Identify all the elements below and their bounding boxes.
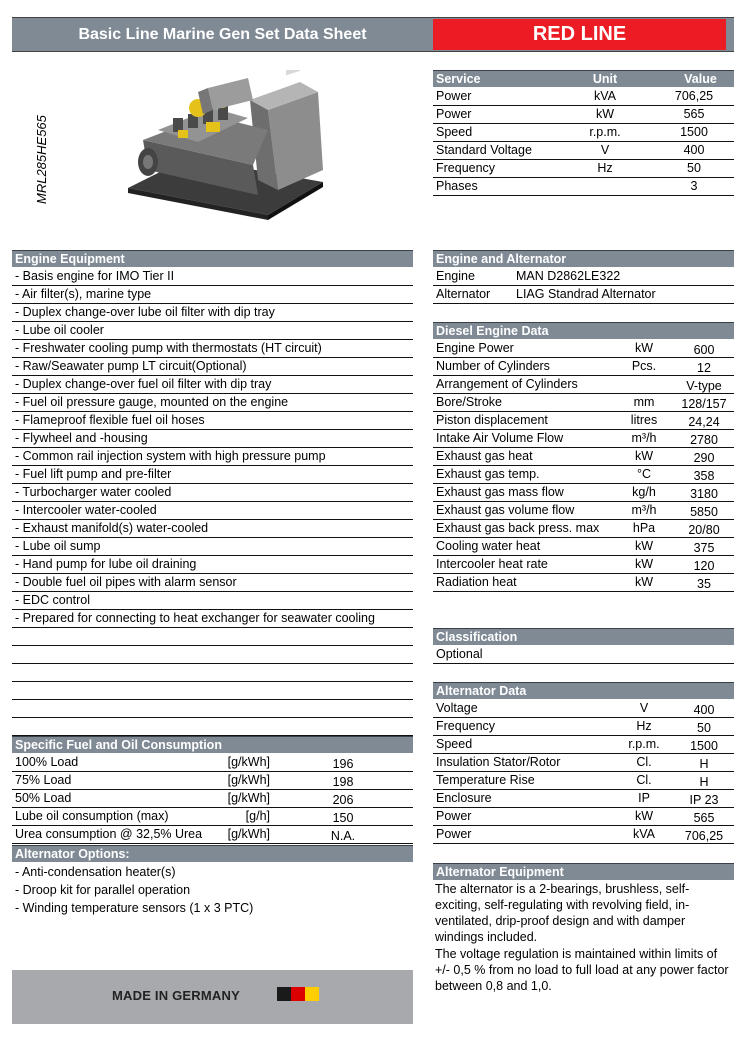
alternator-data-label: Voltage	[436, 701, 478, 715]
service-unit: Hz	[597, 161, 613, 175]
service-unit: V	[600, 143, 610, 157]
diesel-engine-value: 24,24	[688, 415, 720, 429]
diesel-engine-value: 375	[693, 541, 715, 555]
engine-equipment-item: - Double fuel oil pipes with alarm sensor	[12, 574, 413, 592]
service-label: Phases	[436, 179, 478, 193]
engine-equipment-item: - Duplex change-over fuel oil filter with dip tray	[12, 376, 413, 394]
classification-header: Classification	[433, 628, 734, 645]
alternator-data-label: Enclosure	[436, 791, 492, 805]
diesel-engine-label: Exhaust gas temp.	[436, 467, 540, 481]
alternator-data-unit: Cl.	[636, 773, 652, 787]
genset-image	[118, 70, 328, 220]
made-in-germany-banner	[12, 970, 413, 1024]
diesel-engine-label: Bore/Stroke	[436, 395, 503, 409]
service-label: Power	[436, 107, 472, 121]
engine-equipment-item: - Flameproof flexible fuel oil hoses	[12, 412, 413, 430]
engine-alternator-value: LIAG Standrad Alternator	[516, 287, 656, 301]
diesel-engine-row	[433, 502, 734, 520]
service-unit: r.p.m.	[589, 125, 621, 139]
alternator-data-unit: kVA	[633, 827, 655, 841]
diesel-engine-unit: °C	[636, 467, 652, 481]
diesel-engine-value: 600	[693, 343, 715, 357]
alternator-data-value: 50	[697, 721, 711, 735]
service-row	[433, 106, 734, 124]
service-value: 3	[690, 179, 698, 193]
diesel-engine-label: Cooling water heat	[436, 539, 541, 553]
diesel-engine-value: 5850	[690, 505, 718, 519]
classification-value: Optional	[436, 647, 483, 661]
service-label: Frequency	[436, 161, 496, 175]
diesel-engine-value: 12	[697, 361, 711, 375]
service-label: Standard Voltage	[436, 143, 532, 157]
engine-equipment-item: - Duplex change-over lube oil filter with dip tray	[12, 304, 413, 322]
diesel-engine-row	[433, 340, 734, 358]
diesel-engine-header: Diesel Engine Data	[433, 322, 734, 339]
consumption-unit: [g/kWh]	[227, 755, 270, 769]
consumption-row	[12, 826, 413, 844]
diesel-engine-label: Exhaust gas back press. max	[436, 521, 600, 535]
service-value: 50	[687, 161, 701, 175]
consumption-unit: [g/kWh]	[227, 827, 270, 841]
alternator-data-label: Power	[436, 827, 472, 841]
diesel-engine-unit: m³/h	[631, 503, 657, 517]
alternator-equipment-header: Alternator Equipment	[433, 863, 734, 880]
service-value: 1500	[680, 125, 708, 139]
engine-equipment-item: - Intercooler water-cooled	[12, 502, 413, 520]
diesel-engine-row	[433, 394, 734, 412]
engine-equipment-item: - Lube oil sump	[12, 538, 413, 556]
made-in-germany-text: MADE IN GERMANY	[112, 988, 240, 1003]
engine-alternator-row	[433, 286, 734, 304]
diesel-engine-label: Intercooler heat rate	[436, 557, 548, 571]
diesel-engine-label: Piston displacement	[436, 413, 548, 427]
consumption-value: 206	[332, 793, 354, 807]
alternator-data-unit: r.p.m.	[628, 737, 660, 751]
alternator-options-header: Alternator Options:	[12, 845, 413, 862]
consumption-label: 50% Load	[15, 791, 72, 805]
alternator-option-item: - Anti-condensation heater(s)	[15, 865, 176, 879]
engine-equipment-item	[12, 646, 413, 664]
diesel-engine-row	[433, 448, 734, 466]
consumption-row	[12, 772, 413, 790]
diesel-engine-label: Exhaust gas mass flow	[436, 485, 564, 499]
diesel-engine-unit: kg/h	[632, 485, 656, 499]
alternator-data-unit: IP	[638, 791, 650, 805]
diesel-engine-value: 120	[693, 559, 715, 573]
consumption-row	[12, 808, 413, 826]
engine-equipment-item: - Raw/Seawater pump LT circuit(Optional)	[12, 358, 413, 376]
engine-equipment-item	[12, 718, 413, 736]
alternator-data-label: Speed	[436, 737, 473, 751]
alternator-data-unit: kW	[634, 809, 654, 823]
alternator-equipment-text-2: The voltage regulation is maintained within limits of +/- 0,5 % from no load to full load at any power factor between 0,8 and 1,0.	[435, 947, 729, 993]
alternator-data-value: 565	[693, 811, 715, 825]
diesel-engine-value: 20/80	[688, 523, 720, 537]
engine-equipment-item: - EDC control	[12, 592, 413, 610]
diesel-engine-row	[433, 484, 734, 502]
diesel-engine-label: Engine Power	[436, 341, 514, 355]
diesel-engine-unit: hPa	[632, 521, 656, 535]
service-row	[433, 124, 734, 142]
diesel-engine-row	[433, 574, 734, 592]
german-flag-icon	[277, 987, 319, 1001]
engine-equipment-item: - Fuel oil pressure gauge, mounted on the engine	[12, 394, 413, 412]
diesel-engine-unit: mm	[633, 395, 655, 409]
diesel-engine-row	[433, 358, 734, 376]
engine-equipment-item	[12, 664, 413, 682]
diesel-engine-value: 2780	[690, 433, 718, 447]
classification-row	[433, 646, 734, 664]
consumption-unit: [g/h]	[245, 809, 270, 823]
alternator-data-row	[433, 790, 734, 808]
alternator-data-row	[433, 826, 734, 844]
diesel-engine-value: V-type	[686, 379, 722, 393]
engine-equipment-item: - Hand pump for lube oil draining	[12, 556, 413, 574]
alternator-data-row	[433, 808, 734, 826]
alternator-data-row	[433, 736, 734, 754]
engine-equipment-item: - Prepared for connecting to heat exchanger for seawater cooling	[12, 610, 413, 628]
diesel-engine-value: 128/157	[681, 397, 727, 411]
flag-stripe-gold	[305, 987, 319, 1001]
consumption-label: Lube oil consumption (max)	[15, 809, 169, 823]
flag-stripe-black	[277, 987, 291, 1001]
alternator-data-header: Alternator Data	[433, 682, 734, 699]
alternator-data-unit: V	[639, 701, 649, 715]
engine-alternator-label: Alternator	[436, 287, 491, 301]
alternator-data-value: H	[699, 775, 709, 789]
alternator-data-unit: Hz	[636, 719, 652, 733]
engine-equipment-item: - Flywheel and -housing	[12, 430, 413, 448]
title-bar	[12, 17, 734, 52]
diesel-engine-row	[433, 430, 734, 448]
consumption-value: 198	[332, 775, 354, 789]
diesel-engine-value: 358	[693, 469, 715, 483]
alternator-data-row	[433, 772, 734, 790]
alternator-data-label: Insulation Stator/Rotor	[436, 755, 561, 769]
service-col-service: Service	[436, 72, 481, 86]
consumption-value: N.A.	[330, 829, 356, 843]
diesel-engine-row	[433, 520, 734, 538]
alternator-data-row	[433, 754, 734, 772]
alternator-equipment-text-1: The alternator is a 2-bearings, brushless, self-exciting, self-regulating with revolving field, in-ventilated, drip-proof design and with damper windings included.	[435, 882, 690, 944]
service-col-unit: Unit	[592, 72, 618, 86]
engine-equipment-item	[12, 700, 413, 718]
alternator-data-label: Temperature Rise	[436, 773, 535, 787]
consumption-value: 150	[332, 811, 354, 825]
alternator-data-row	[433, 718, 734, 736]
alternator-data-value: H	[699, 757, 709, 771]
service-label: Speed	[436, 125, 473, 139]
consumption-unit: [g/kWh]	[227, 773, 270, 787]
alternator-data-unit: Cl.	[636, 755, 652, 769]
service-col-value: Value	[684, 72, 717, 86]
service-unit: kW	[595, 107, 615, 121]
diesel-engine-unit: kW	[634, 557, 654, 571]
engine-alternator-row	[433, 268, 734, 286]
diesel-engine-value: 3180	[690, 487, 718, 501]
diesel-engine-value: 290	[693, 451, 715, 465]
diesel-engine-value: 35	[697, 577, 711, 591]
alternator-data-value: 1500	[690, 739, 718, 753]
engine-equipment-item: - Turbocharger water cooled	[12, 484, 413, 502]
diesel-engine-unit: m³/h	[631, 431, 657, 445]
alternator-data-value: 400	[693, 703, 715, 717]
engine-equipment-item: - Basis engine for IMO Tier II	[12, 268, 413, 286]
service-row	[433, 142, 734, 160]
service-row	[433, 178, 734, 196]
alternator-data-label: Frequency	[436, 719, 496, 733]
alternator-data-value: IP 23	[689, 793, 719, 807]
diesel-engine-label: Number of Cylinders	[436, 359, 550, 373]
engine-alternator-label: Engine	[436, 269, 475, 283]
diesel-engine-row	[433, 556, 734, 574]
engine-alternator-header: Engine and Alternator	[433, 250, 734, 267]
consumption-header: Specific Fuel and Oil Consumption	[12, 736, 413, 753]
service-row	[433, 160, 734, 178]
engine-equipment-item: - Common rail injection system with high pressure pump	[12, 448, 413, 466]
page-title: Basic Line Marine Gen Set Data Sheet	[78, 26, 367, 43]
red-line-badge: RED LINE	[433, 19, 726, 50]
model-code-text: MRL285HE565	[34, 115, 49, 204]
engine-equipment-item	[12, 628, 413, 646]
service-row	[433, 88, 734, 106]
service-table-header	[433, 70, 734, 87]
engine-equipment-item: - Lube oil cooler	[12, 322, 413, 340]
diesel-engine-label: Arrangement of Cylinders	[436, 377, 578, 391]
consumption-row	[12, 790, 413, 808]
service-value: 400	[683, 143, 705, 157]
engine-equipment-header: Engine Equipment	[12, 250, 413, 267]
service-label: Power	[436, 89, 472, 103]
diesel-engine-unit: kW	[634, 449, 654, 463]
service-value: 565	[683, 107, 705, 121]
diesel-engine-row	[433, 538, 734, 556]
engine-equipment-item: - Exhaust manifold(s) water-cooled	[12, 520, 413, 538]
consumption-unit: [g/kWh]	[227, 791, 270, 805]
service-value: 706,25	[674, 89, 714, 103]
engine-equipment-item: - Air filter(s), marine type	[12, 286, 413, 304]
diesel-engine-row	[433, 466, 734, 484]
diesel-engine-row	[433, 376, 734, 394]
consumption-label: Urea consumption @ 32,5% Urea	[15, 827, 203, 841]
alternator-option-item: - Droop kit for parallel operation	[15, 883, 191, 897]
diesel-engine-unit: kW	[634, 539, 654, 553]
model-code	[34, 115, 49, 204]
diesel-engine-unit: Pcs.	[631, 359, 657, 373]
diesel-engine-label: Radiation heat	[436, 575, 517, 589]
engine-equipment-item: - Fuel lift pump and pre-filter	[12, 466, 413, 484]
diesel-engine-label: Intake Air Volume Flow	[436, 431, 564, 445]
consumption-value: 196	[332, 757, 354, 771]
diesel-engine-unit: kW	[634, 575, 654, 589]
diesel-engine-unit: kW	[634, 341, 654, 355]
engine-equipment-item	[12, 682, 413, 700]
diesel-engine-label: Exhaust gas volume flow	[436, 503, 575, 517]
consumption-label: 75% Load	[15, 773, 72, 787]
diesel-engine-label: Exhaust gas heat	[436, 449, 533, 463]
alternator-data-label: Power	[436, 809, 472, 823]
flag-stripe-red	[291, 987, 305, 1001]
consumption-row	[12, 754, 413, 772]
engine-equipment-item: - Freshwater cooling pump with thermostats (HT circuit)	[12, 340, 413, 358]
engine-alternator-value: MAN D2862LE322	[516, 269, 621, 283]
alternator-data-value: 706,25	[684, 829, 724, 843]
alternator-data-row	[433, 700, 734, 718]
consumption-label: 100% Load	[15, 755, 79, 769]
alternator-option-item: - Winding temperature sensors (1 x 3 PTC)	[15, 901, 254, 915]
diesel-engine-row	[433, 412, 734, 430]
diesel-engine-unit: litres	[630, 413, 658, 427]
service-unit: kVA	[594, 89, 616, 103]
